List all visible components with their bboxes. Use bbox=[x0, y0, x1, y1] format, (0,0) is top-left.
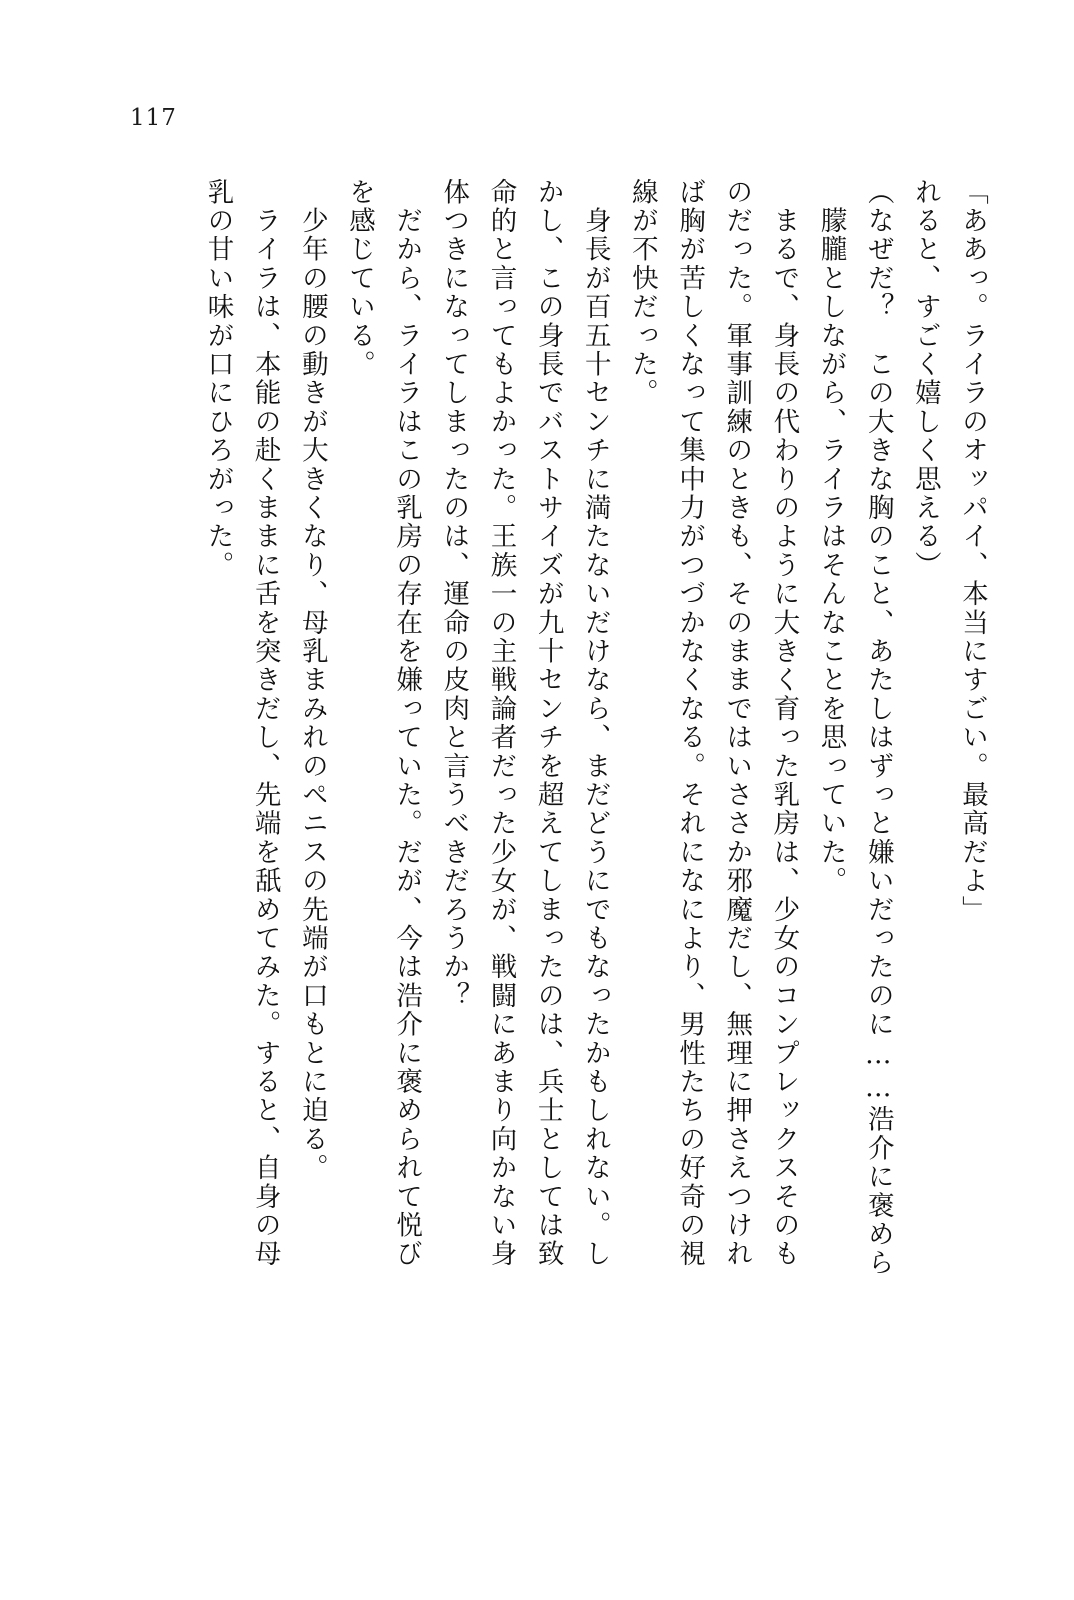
paragraph: ば胸が苦しくなって集中力がつづかなくなる。それになにより、男性たちの好奇の視 bbox=[674, 178, 706, 1269]
paragraph: かし、この身長でバストサイズが九十センチを超えてしまったのは、兵士としては致 bbox=[532, 178, 564, 1269]
paragraph: 命的と言ってもよかった。王族一の主戦論者だった少女が、戦闘にあまり向かない身 bbox=[485, 178, 517, 1269]
paragraph: のだった。軍事訓練のときも、そのままではいささか邪魔だし、無理に押さえつけれ bbox=[721, 178, 753, 1269]
paragraph: 体つきになってしまったのは、運命の皮肉と言うべきだろうか？ bbox=[438, 178, 470, 1011]
paragraph: を感じている。 bbox=[343, 178, 375, 379]
paragraph: まるで、身長の代わりのように大きく育った乳房は、少女のコンプレックスそのも bbox=[768, 178, 800, 1269]
paragraph: 線が不快だった。 bbox=[626, 178, 658, 408]
paragraph: だから、ライラはこの乳房の存在を嫌っていた。だが、今は浩介に褒められて悦び bbox=[391, 178, 423, 1269]
paragraph: （なぜだ？ この大きな胸のこと、あたしはずっと嫌いだったのに……浩介に褒めら bbox=[862, 178, 894, 1278]
paragraph: ライラは、本能の赴くままに舌を突きだし、先端を舐めてみた。すると、自身の母 bbox=[249, 178, 281, 1269]
page-number: 117 bbox=[130, 105, 177, 131]
paragraph: れると、すごく嬉しく思える） bbox=[909, 178, 941, 580]
paragraph: 乳の甘い味が口にひろがった。 bbox=[202, 178, 234, 580]
paragraph: 身長が百五十センチに満たないだけなら、まだどうにでもなったかもしれない。し bbox=[579, 178, 611, 1269]
paragraph: 少年の腰の動きが大きくなり、母乳まみれのペニスの先端が口もとに迫る。 bbox=[296, 178, 328, 1183]
paragraph: 「ああっ。ライラのオッパイ、本当にすごい。最高だよ」 bbox=[957, 178, 988, 925]
body-text-block bbox=[116, 178, 996, 1458]
paragraph: 朦朧としながら、ライラはそんなことを思っていた。 bbox=[815, 178, 847, 896]
